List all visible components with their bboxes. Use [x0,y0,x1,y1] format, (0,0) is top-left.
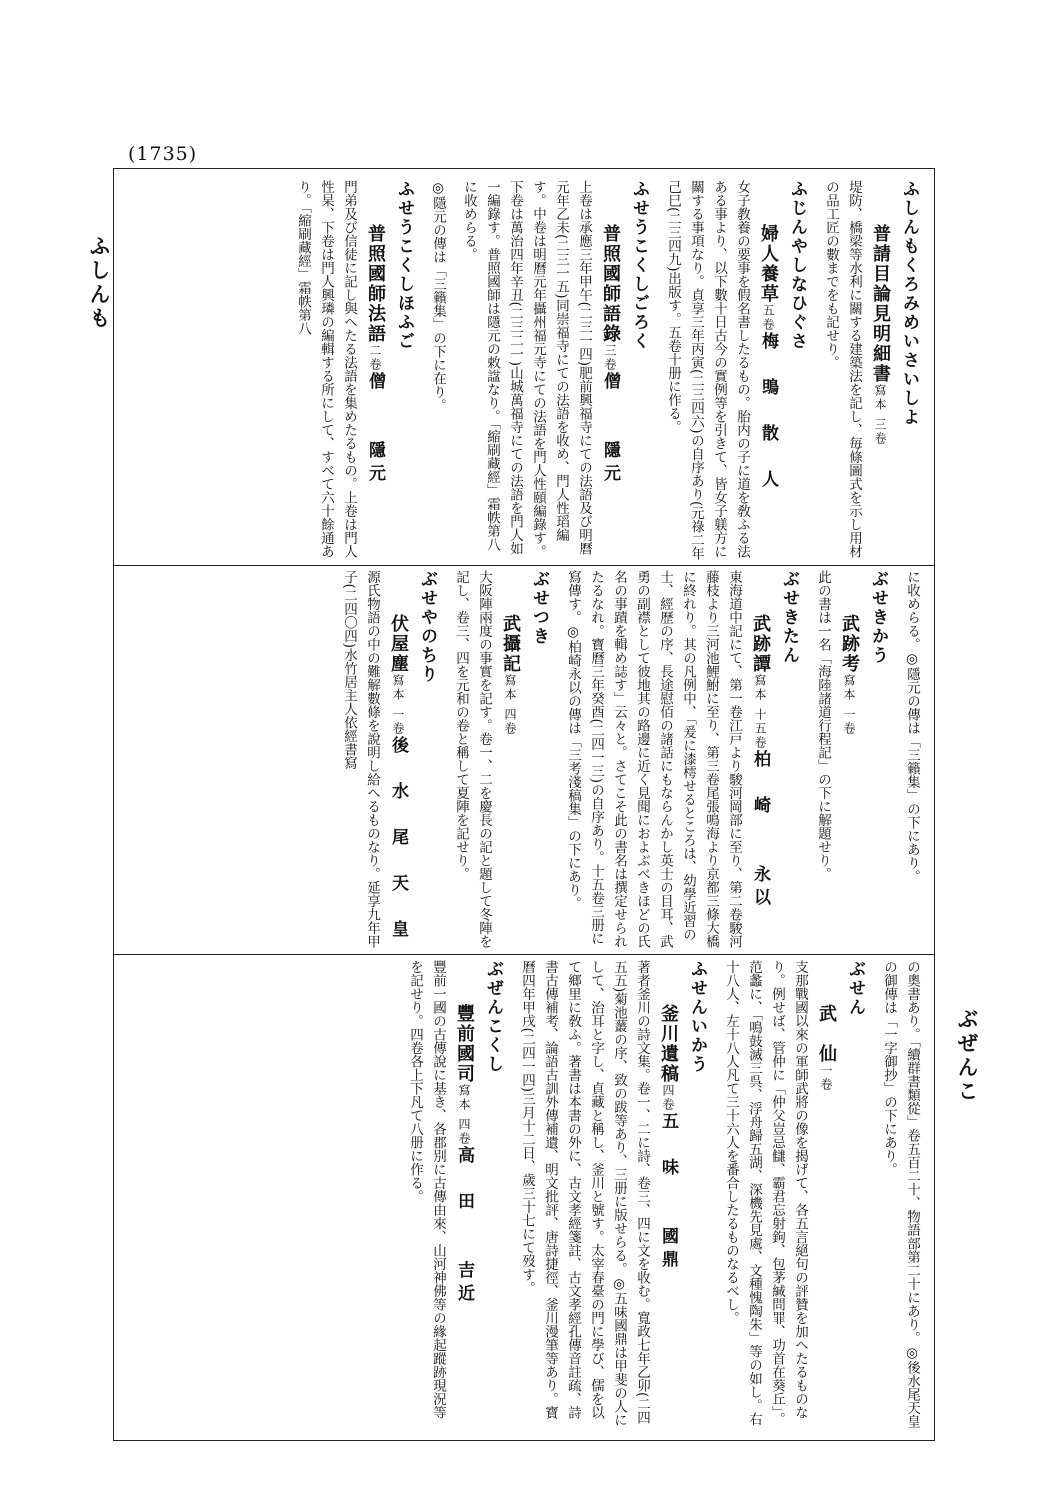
entry-title: 普照國師語錄 [600,224,621,344]
entry-title-line [595,180,625,562]
divider-line [114,954,934,955]
entry [426,180,449,562]
entry-title-line [653,960,683,1430]
entry [819,180,923,562]
entry-title: 普照國師法語 [365,224,386,344]
entry-description: 上卷は承應三年甲午(二三一四)肥前興福寺にての法語及び明曆元年乙未(二三一五)同崇福寺にての法語を收め、門人性瑫編す。中卷は明曆元年攝州福元寺にての法語を門人性頤編錄す。下卷は萬治四年辛丑(二三二一)山城萬福寺にての法語を門人如一編錄す。普照國師は隱元の敕諡なり。「縮刷藏經」霜帙第八に收めらる。 [461,180,592,558]
entry-title-line [834,570,864,948]
entry-description: 堤防、橋梁等水利に關する建築法を記し、毎條圖式を示し用材の品工匠の數までをも記せり。 [823,180,862,558]
entry-volumes: 寫本 十五卷 [753,674,767,750]
entry-description: 此の書は一名「海陸諸道行程記」の下に解題せり。 [815,570,831,881]
entry-description: 東海道中記にて、第一卷江戸より駿河岡部に至り、第二卷駿河藤枝より三河池鯉鮒に至り、第三卷尾張鳴海より京都三條大橋に終れり。其の凡例中、「爰に漆樗せるところは、幼學近習の士、經歷の序、長途慰佰の諸話にもならんかし英士の目耳、武勇の副襟として彼地其の路邊に近く見聞におよぶべきほどの氏名の事蹟を輯め誌す」云々と。さてこそ此の書名は撰定せられたるなれ。寶曆三年癸酉(二四一三)の自序あり。十五卷三册に寫傳す。◎柏崎永以の傳は「三考淺稿集」の下にあり。 [565,570,742,948]
entry-title: 普請目論見明細書 [870,224,891,384]
section-3 [125,960,923,1430]
entry [457,180,653,562]
entry-title: 釜川遺稿 [658,1004,679,1084]
entry-volumes: 寫本 四卷 [503,674,517,736]
entry-description: 門弟及び信徒に記し與へたる法語を集めたるもの。上卷は門人性杲、下卷は門人興璘の編輯する所にして、すべて六十餘通あり。「縮刷藏經」霜帙第八 [295,180,357,558]
entry-description: 豐前一國の古傳說に基き、各郡別に古傳由來、山河神佛等の緣起蹤跡現況等を記せり。四卷各上下凡て八册に作る。 [407,960,446,1419]
section-2 [125,570,923,948]
entry [661,180,811,562]
entry-title-line [865,180,895,562]
entry-reading: ふせんいかう [687,960,707,1074]
entry-volumes: 寫本 一卷 [391,674,405,736]
entry-title-line [745,570,775,948]
entry [337,570,441,948]
entry [900,570,923,948]
entry-volumes: 寫本 一卷 [842,674,856,736]
entry-volumes: 四卷 [661,1084,675,1112]
entry-volumes: 二卷 [368,344,382,372]
entry-volumes: 五卷 [761,304,775,332]
entry-title-line [449,960,479,1430]
lower-side-head: ぶぜんこ [955,1008,980,1104]
entry-title: 婦人養草 [758,224,779,304]
entry-reading: ぶぜんこくし [483,960,503,1074]
entry [403,960,507,1430]
entry-reading: ふじんやしなひぐさ [787,180,807,351]
entry-description: 源氏物語の中の難解數條を說明し給へるものなり。延享九年甲子(二四〇四)水竹居主人依經書寫 [341,570,380,948]
entry-reading: ふせうこくしほふご [394,180,414,351]
entry-title-line [383,570,413,948]
entry-reading: ぶせきたん [779,570,799,665]
entry-author: 柏 崎 永以 [750,749,770,911]
entry-title: 伏屋塵 [388,614,409,674]
entry [561,570,803,948]
entry-description: 著者釜川の詩文集。卷一、二に詩、卷三、四に文を收む。寬政七年乙卯(二四五五)菊池䕺の序、致の跋等あり、三册に版せらる。◎五味國鼎は甲斐の人にして、治耳と字し、貞藏と稱し、釜川と號す。太宰春臺の門に學び、儒を以て鄉里に敎ふ。著書は本書の外に、古文孝經箋註、古文孝經孔傳音註疏、詩書古傳補考、論語古訓外傳補遺、明文批評、唐詩捷徑、釜川漫筆等あり。寶曆四年甲戌(二四一四)三月十二日、歲三十七にて歿す。 [519,960,650,1427]
entry-author: 僧 隱元 [365,372,385,487]
entry-description: に收めらる。◎隱元の傳は「三籟集」の下にあり。 [904,570,920,883]
entry-reading: ぶせやのちり [417,570,437,684]
entry [811,570,892,948]
entry-author: 僧 隱元 [600,372,620,487]
entry-title: 武攝記 [500,614,521,674]
entry-title-line [360,180,390,562]
upper-side-head: ふしんも [87,235,112,331]
entry-title-line [495,570,525,948]
entry-reading: ぶせん [845,960,865,1017]
entry-volumes: 寫本 四卷 [457,1084,471,1146]
section-1 [125,180,923,562]
entry-title: 武 仙 [816,1004,837,1064]
entry-author: 後 水 尾 天 皇 [388,735,408,943]
entry-title: 武跡考 [839,614,860,674]
entry-reading: ぶせきかう [868,570,888,665]
entry-description: ◎隱元の傳は「三籟集」の下に在り。 [430,180,446,412]
page-number: (1735) [128,143,198,165]
entry [449,570,553,948]
entry-reading: ぶせつき [529,570,549,646]
entry-volumes: 寫本 三卷 [873,384,887,446]
entry-volumes: 一卷 [819,1064,833,1092]
entry-title-line [753,180,783,562]
entry-title: 豐前國司 [454,1004,475,1084]
entry-author: 高 田 吉近 [454,1145,474,1307]
entry-author: 梅 鴠 散 人 [758,332,778,493]
entry-description: の奧書あり。「續群書類從」卷五百二十、物語部第二十にあり。◎後水尾天皇の御傳は「一字御抄」の下にあり。 [881,960,920,1429]
divider-line [114,565,934,566]
entry-description: 大阪陣兩度の事實を記す。卷一、二を慶長の記と題して冬陣を記し、卷三、四を元和の卷と稱して夏陣を記せり。 [453,570,492,948]
entry [291,180,418,562]
entry-description: 女子教養の要事を假名書したるもの。胎内の子に道を敎ふる法ある事より、以下數十日古今の實例等を引きて、皆女子躾方に關する事項なり。貞享三年丙寅(二三四六)の自序あり(元祿二年己巳(二三四九)出版す。五卷十册に作る。 [665,180,750,561]
entry [719,960,869,1430]
entry-title: 武跡譚 [750,614,771,674]
entry-title-line [811,960,841,1430]
entry [877,960,923,1430]
entry-author: 五 味 國鼎 [658,1112,678,1273]
entry-reading: ふせうこくしごろく [629,180,649,351]
entry-volumes: 三卷 [603,344,617,372]
entry-reading: ふしんもくろみめいさいしよ [899,180,919,427]
entry [515,960,711,1430]
entry-description: 支那戰國以來の軍師武將の像を揭げて、各五言絕句の評贊を加へたるものなり。例せば、管仲に「仲父豈忌讎、霸君忘射鉤、包茅緘問罪、功首在葵丘」。范蠡に、「鳴鼓滅三呉、浮舟歸五湖、深機先見處、文種愧陶朱」等の如し。右十八人、左十八人凡て三十六人を番合したるものなるべし。 [723,960,808,1426]
